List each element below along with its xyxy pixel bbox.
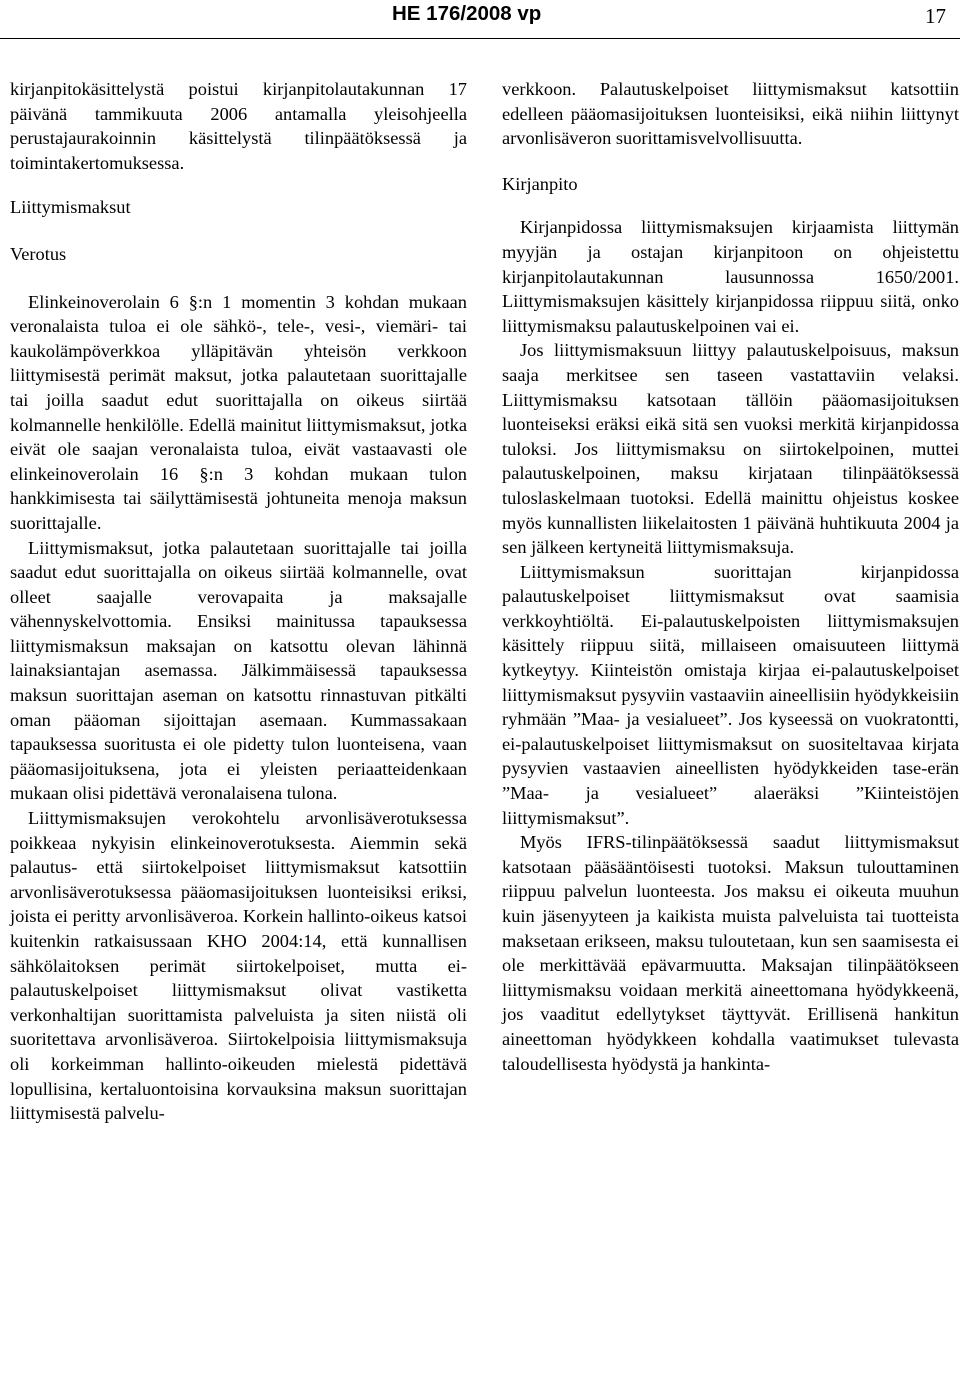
subsection-heading-kirjanpito: Kirjanpito: [502, 173, 578, 194]
document-id: HE 176/2008 vp: [392, 2, 542, 25]
paragraph-elinkeinoverolaki: Elinkeinoverolain 6 §:n 1 momentin 3 kohdan mukaan veronalaista tuloa ei ole sähkö-, tele-, vesi-, viemäri- tai kaukolämpöverkkoa ylläpitävän yhteisön verkkoon liittymisestä perimät maksut, jotka palautetaan suorittajalle tai joilla saadut edut suorittajalla on oikeus siirtää kolmannelle henkilölle. Edellä mainitut liittymismaksut, jotka eivät ole saajan veronalaista tuloa, eivät vastaavasti ole elinkeinoverolain 16 §:n 3 kohdan mukaan tulon hankkimisesta tai säilyttämisestä johtuneita menoja maksun suorittajalle.: [10, 291, 467, 533]
paragraph-arvonlisaverotus: Liittymismaksujen verokohtelu arvonlisäverotuksessa poikkeaa nykyisin elinkeinoverotuksesta. Aiemmin sekä palautus- että siirtokelpoiset liittymismaksut katsottiin arvonlisäverotuksessa pääomasijoituksen luonteisiksi eriksi, joista ei peritty arvonlisäveroa. Korkein hallinto-oikeus katsoi kuitenkin ratkaisussaan KHO 2004:14, että kunnallisen sähkölaitoksen perimät siirtokelpoiset, mutta ei-palautuskelpoiset liittymismaksut olivat vastiketta verkonhaltijan suorittamista palveluista ja siten niistä oli suoritettava arvonlisäveroa. Siirtokelpoisia liittymismaksuja oli korkeimman hallinto-oikeuden mielestä pidettävä lopullisina, kertaluontoisina korvauksina maksun suorittajan liittymisestä palvelu-: [10, 808, 467, 1124]
paragraph-ifrs: Myös IFRS-tilinpäätöksessä saadut liittymismaksut katsotaan pääsääntöisesti tuotoksi. Maksun tulouttaminen riippuu palvelun luonteesta. Jos maksu ei oikeuta muuhun kuin jäsenyyteen ja kaikista muista palveluista tai tuotteista maksetaan erikseen, maksu tuloutetaan, kun sen saamisesta ei ole merkittävää epävarmuutta. Maksajan tilinpäätökseen liittymismaksu voidaan merkitä aineettomana hyödykkeenä, jos vaaditut edellytykset täyttyvät. Erillisenä hankitun aineettoman hyödykkeen kohdalla vaatimukset tulevasta taloudellisesta hyödystä ja hankinta-: [502, 832, 959, 1074]
left-column: [10, 77, 467, 1126]
header-rule: [0, 38, 960, 39]
right-column: [502, 77, 959, 1076]
paragraph-intro-continued: kirjanpitokäsittelystä poistui kirjanpitolautakunnan 17 päivänä tammikuuta 2006 antamalla yleisohjeella perustajaurakoinnin käsittelystä tilinpäätöksessä ja toimintakertomuksessa.: [10, 79, 467, 173]
page-header: [0, 0, 960, 44]
subsection-heading-verotus: Verotus: [10, 243, 67, 264]
page-number: 17: [925, 4, 946, 28]
paragraph-kirjanpidossa: Kirjanpidossa liittymismaksujen kirjaamista liittymän myyjän ja ostajan kirjanpitoon on ohjeistettu kirjanpitolautakunnan lausunnossa 1650/2001. Liittymismaksujen käsittely kirjanpidossa riippuu siitä, onko liittymismaksu palautuskelpoinen vai ei.: [502, 217, 959, 336]
paragraph-continued: verkkoon. Palautuskelpoiset liittymismaksut katsottiin edelleen pääomasijoituksen luonteisiksi, eikä niihin liittynyt arvonlisäveron suorittamisvelvollisuutta.: [502, 79, 959, 149]
paragraph-suorittajan-kirjanpito: Liittymismaksun suorittajan kirjanpidossa palautuskelpoiset liittymismaksut ovat saamisia verkkoyhtiöltä. Ei-palautuskelpoisten liittymismaksujen käsittely riippuu siitä, millaiseen omaisuuteen liittymä kytkeytyy. Kiinteistön omistaja kirjaa ei-palautuskelpoiset liittymismaksut pysyviin vastaaviin aineellisiin hyödykkeisiin ryhmään ”Maa- ja vesialueet”. Jos kyseessä on vuokratontti, ei-palautuskelpoiset liittymismaksut on suositeltavaa kirjata pysyvien vastaavien aineellisten hyödykkeiden tase-erän ”Maa- ja vesialueet” alaeräksi ”Kiinteistöjen liittymismaksut”.: [502, 561, 959, 828]
section-heading-liittymismaksut: Liittymismaksut: [10, 197, 131, 218]
paragraph-liittymismaksut-verovapaus: Liittymismaksut, jotka palautetaan suorittajalle tai joilla saadut edut suorittajalla on oikeus siirtää kolmannelle, ovat olleet saajalle verovapaita ja maksajalle vähennyskelvottomia. Ensiksi mainitussa tapauksessa liittymismaksun maksajan on katsottu olevan lähinnä lainaksiantajan asemassa. Jälkimmäisessä tapauksessa maksun suorittajan aseman on katsottu rinnastuvan pitkälti oman pääoman sijoittajan asemaan. Kummassakaan tapauksessa suoritusta ei ole pidetty tulon luonteisena, vaan pääomasijoituksena, jota ei yleisten periaatteidenkaan mukaan olisi pidettävä veronalaisena tulona.: [10, 537, 467, 804]
paragraph-palautuskelpoisuus: Jos liittymismaksuun liittyy palautuskelpoisuus, maksun saaja merkitsee sen taseen vastattaviin velaksi. Liittymismaksu katsotaan tällöin pääomasijoituksen luonteiseksi eräksi eikä sitä sen vuoksi merkitä kirjanpidossa tuloksi. Jos liittymismaksu on siirtokelpoinen, muttei palautuskelpoinen, maksu kirjataan tilinpäätöksessä tuloslaskelmaan tuotoksi. Edellä mainittu ohjeistus koskee myös kunnallisten liikelaitosten 1 päivänä huhtikuuta 2004 ja sen jälkeen kertyneitä liittymismaksuja.: [502, 340, 959, 558]
